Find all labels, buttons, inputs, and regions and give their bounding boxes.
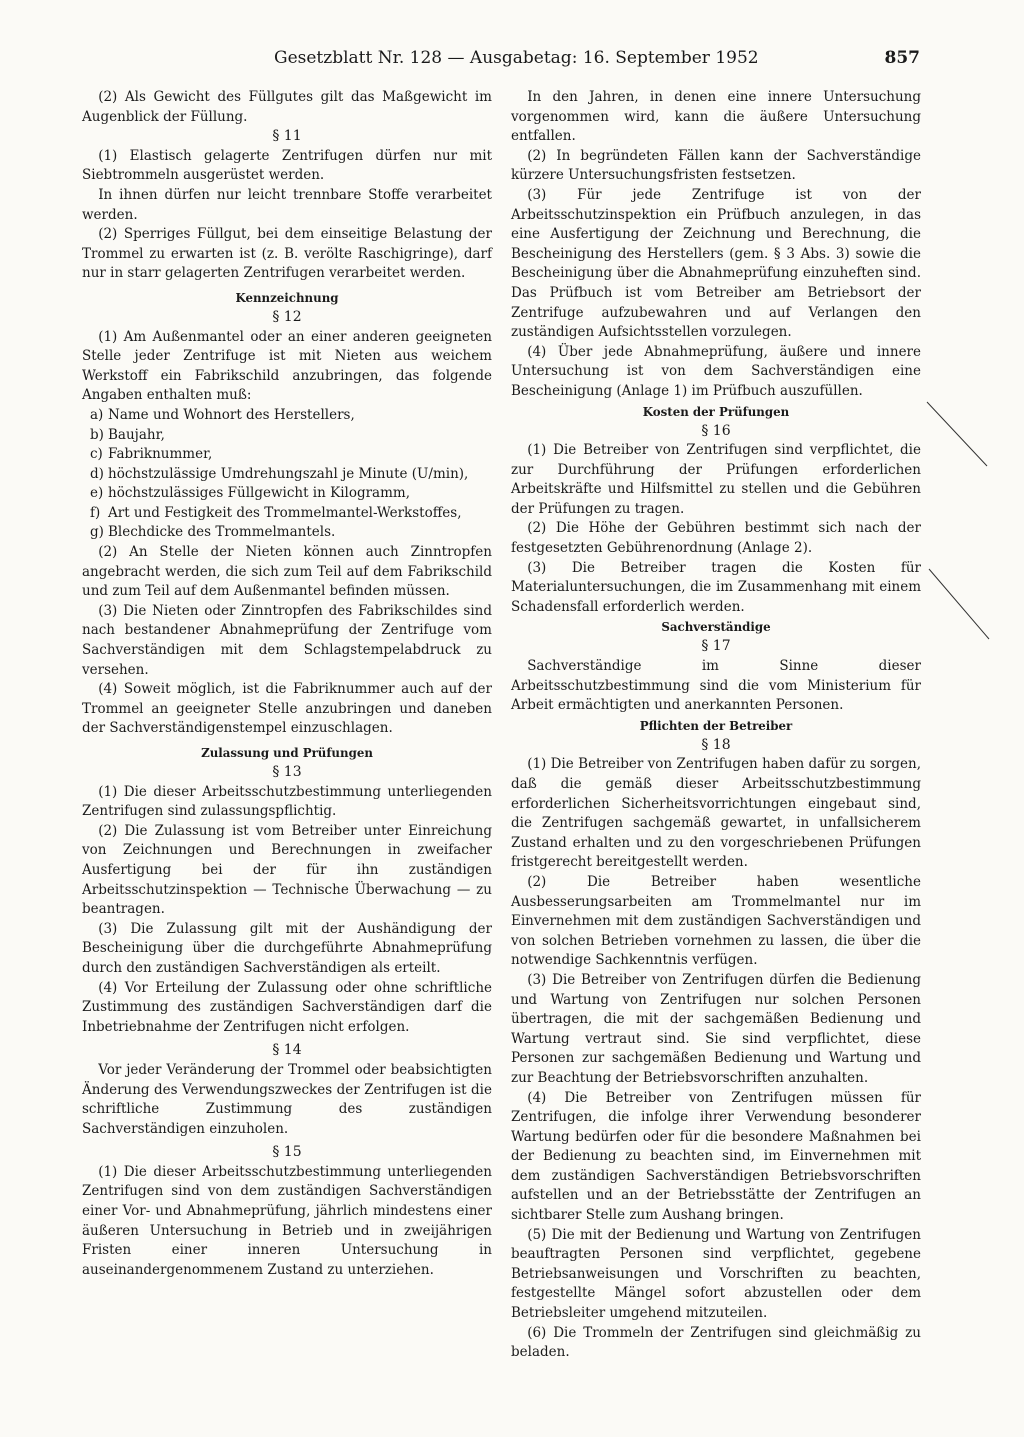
section-number: § 15: [272, 1144, 302, 1161]
paragraph: (1) Die Betreiber von Zentrifugen sind verpflichtet, die zur Durchführung der Prüfungen erforderlichen Arbeitskräfte und Hilfsmittel zu stellen und die Gebühren der Prüfungen zu tragen.: [511, 442, 921, 517]
pencil-line: [927, 402, 987, 466]
left-column: [82, 88, 492, 1280]
paragraph: (2) In begründeten Fällen kann der Sachverständige kürzere Untersuchungsfristen festsetzen.: [511, 147, 921, 184]
paragraph: (2) Sperriges Füllgut, bei dem einseitige Belastung der Trommel zu erwarten ist (z. B. verölte Raschigringe), darf nur in starr gelagerten Zentrifugen verarbeitet werden.: [82, 226, 492, 282]
paragraph: (3) Für jede Zentrifuge ist von der Arbeitsschutzinspektion ein Prüfbuch anzulegen, in das eine Ausfertigung der Zeichnung und Berechnung, die Bescheinigung des Herstellers (gem. § 3 Abs. 3) sowie die Bescheinigung über die Abnahmeprüfung einzuheften sind. Das Prüfbuch ist vom Betreiber am Betriebsort der Zentrifuge aufzubewahren und auf Verlangen den zuständigen Aufsichtsstellen vorzulegen.: [511, 186, 921, 341]
section-number: § 11: [272, 128, 302, 145]
list-item: a) Name und Wohnort des Herstellers,: [90, 406, 355, 423]
pencil-line: [929, 569, 989, 639]
section-number: § 13: [272, 764, 302, 780]
paragraph: (3) Die Nieten oder Zinntropfen des Fabrikschildes sind nach bestandener Abnahmeprüfung der Zentrifuge vom Sachverständigen mit dem Schlagstempelabdruck zu versehen.: [82, 602, 492, 678]
list-item: g) Blechdicke des Trommelmantels.: [90, 524, 336, 541]
paragraph: In den Jahren, in denen eine innere Untersuchung vorgenommen wird, kann die äußere Untersuchung entfallen.: [511, 89, 921, 145]
paragraph: (3) Die Betreiber tragen die Kosten für Materialuntersuchungen, die im Zusammenhang mit einem Schadensfall erforderlich werden.: [511, 559, 921, 615]
list-item: c) Fabriknummer,: [90, 446, 213, 463]
section-heading: Kosten der Prüfungen: [642, 404, 790, 419]
paragraph: (1) Die dieser Arbeitsschutzbestimmung unterliegenden Zentrifugen sind zulassungspflichtig.: [82, 783, 492, 820]
paragraph: (1) Am Außenmantel oder an einer anderen geeigneten Stelle jeder Zentrifuge ist mit Nieten aus weichem Werkstoff ein Fabrikschild anzubringen, das folgende Angaben enthalten muß:: [82, 328, 492, 404]
paragraph: (5) Die mit der Bedienung und Wartung von Zentrifugen beauftragten Personen sind verpflichtet, gegebene Betriebsanweisungen und Vorschriften zu beachten, festgestellte Mängel sofort abzustellen oder dem Betriebsleiter umgehend mitzuteilen.: [511, 1226, 921, 1322]
paragraph: (3) Die Betreiber von Zentrifugen dürfen die Bedienung und Wartung von Zentrifugen nur solchen Personen übertragen, die mit der sachgemäßen Bedienung und Wartung vertraut sind. Sie sind verpflichtet, diese Personen zur sachgemäßen Bedienung und Wartung und zur Beachtung der Betriebsvorschriften anzuhalten.: [511, 971, 921, 1086]
margin-pencil-stroke: [925, 565, 995, 645]
list-item: f) Art und Festigkeit des Trommelmantel-Werkstoffes,: [90, 504, 462, 521]
section-heading: Kennzeichnung: [235, 290, 339, 305]
paragraph: Sachverständige im Sinne dieser Arbeitsschutzbestimmung sind die vom Ministerium für Arbeit ermächtigten und anerkannten Personen.: [511, 658, 921, 714]
section-heading: Pflichten der Betreiber: [639, 718, 793, 733]
paragraph: Vor jeder Veränderung der Trommel oder beabsichtigten Änderung des Verwendungszweckes der Zentrifugen ist die schriftliche Zustimmung des zuständigen Sachverständigen einzuholen.: [82, 1061, 492, 1137]
paragraph: (1) Die Betreiber von Zentrifugen haben dafür zu sorgen, daß die gemäß dieser Arbeitsschutzbestimmung erforderlichen Sicherheitsvorrichtungen eingebaut sind, die Zentrifugen sachgemäß gewartet, in unfallsicherem Zustand erhalten und zu den vorgeschriebenen Prüfungen fristgerecht bereitgestellt werden.: [511, 756, 921, 871]
section-number: § 16: [701, 422, 731, 439]
gazette-title: Gesetzblatt Nr. 128 — Ausgabetag: 16. September 1952: [274, 48, 759, 68]
paragraph: (2) Die Höhe der Gebühren bestimmt sich nach der festgesetzten Gebührenordnung (Anlage 2).: [511, 520, 921, 557]
section-number: § 18: [701, 736, 731, 753]
margin-pencil-stroke: [925, 400, 995, 470]
page-number: 857: [884, 48, 920, 68]
paragraph: In ihnen dürfen nur leicht trennbare Stoffe verarbeitet werden.: [82, 186, 492, 223]
paragraph: (1) Elastisch gelagerte Zentrifugen dürfen nur mit Siebtrommeln ausgerüstet werden.: [82, 147, 492, 184]
paragraph: (6) Die Trommeln der Zentrifugen sind gleichmäßig zu beladen.: [511, 1324, 921, 1361]
paragraph: (1) Die dieser Arbeitsschutzbestimmung unterliegenden Zentrifugen sind von dem zuständigen Sachverständigen einer Vor- und Abnahmeprüfung, jährlich mindestens einer äußeren Untersuchung in Betrieb und in zweijährigen Fristen einer inneren Untersuchung in auseinandergenommenem Zustand zu unterziehen.: [82, 1163, 492, 1278]
section-number: § 14: [272, 1042, 302, 1059]
paragraph: (4) Die Betreiber von Zentrifugen müssen für Zentrifugen, die infolge ihrer Verwendung besonderer Wartung bedürfen oder für die besondere Maßnahmen bei der Bedienung zu beachten sind, im Einvernehmen mit dem zuständigen Sachverständigen Betriebsvorschriften aufstellen und an der Betriebsstätte der Zentrifugen an sichtbarer Stelle zum Aushang bringen.: [511, 1089, 921, 1224]
paragraph: (2) Die Zulassung ist vom Betreiber unter Einreichung von Zeichnungen und Berechnungen in zweifacher Ausfertigung bei der für ihn zuständigen Arbeitsschutzinspektion — Technische Überwachung — zu beantragen.: [82, 822, 492, 918]
section-number: § 12: [272, 308, 302, 325]
page-header: [88, 48, 924, 74]
list-item: b) Baujahr,: [90, 426, 165, 443]
paragraph: (4) Über jede Abnahmeprüfung, äußere und innere Untersuchung ist von dem Sachverständigen eine Bescheinigung (Anlage 1) im Prüfbuch auszufüllen.: [511, 343, 921, 399]
section-heading: Zulassung und Prüfungen: [201, 746, 373, 760]
paragraph: (2) Als Gewicht des Füllgutes gilt das Maßgewicht im Augenblick der Füllung.: [82, 89, 492, 125]
section-number: § 17: [701, 638, 731, 655]
list-item: d) höchstzulässige Umdrehungszahl je Minute (U/min),: [90, 465, 469, 482]
paragraph: (4) Soweit möglich, ist die Fabriknummer auch auf der Trommel an geeigneter Stelle anzubringen und daneben der Sachverständigenstempel einzuschlagen.: [82, 681, 492, 737]
list-item: e) höchstzulässiges Füllgewicht in Kilogramm,: [90, 485, 410, 502]
paragraph: (2) Die Betreiber haben wesentliche Ausbesserungsarbeiten am Trommelmantel nur im Einvernehmen mit dem zuständigen Sachverständigen und von solchen Betrieben vornehmen zu lassen, die über die notwendige Sachkenntnis verfügen.: [511, 873, 921, 969]
paragraph: (4) Vor Erteilung der Zulassung oder ohne schriftliche Zustimmung des zuständigen Sachverständigen darf die Inbetriebnahme der Zentrifugen nicht erfolgen.: [82, 979, 492, 1035]
paragraph: (3) Die Zulassung gilt mit der Aushändigung der Bescheinigung über die durchgeführte Abnahmeprüfung durch den zuständigen Sachverständigen als erteilt.: [82, 920, 492, 976]
right-column: [511, 88, 921, 1363]
paragraph: (2) An Stelle der Nieten können auch Zinntropfen angebracht werden, die sich zum Teil auf dem Fabrikschild und zum Teil auf dem Außenmantel befinden müssen.: [82, 544, 492, 600]
section-heading: Sachverständige: [661, 620, 771, 635]
